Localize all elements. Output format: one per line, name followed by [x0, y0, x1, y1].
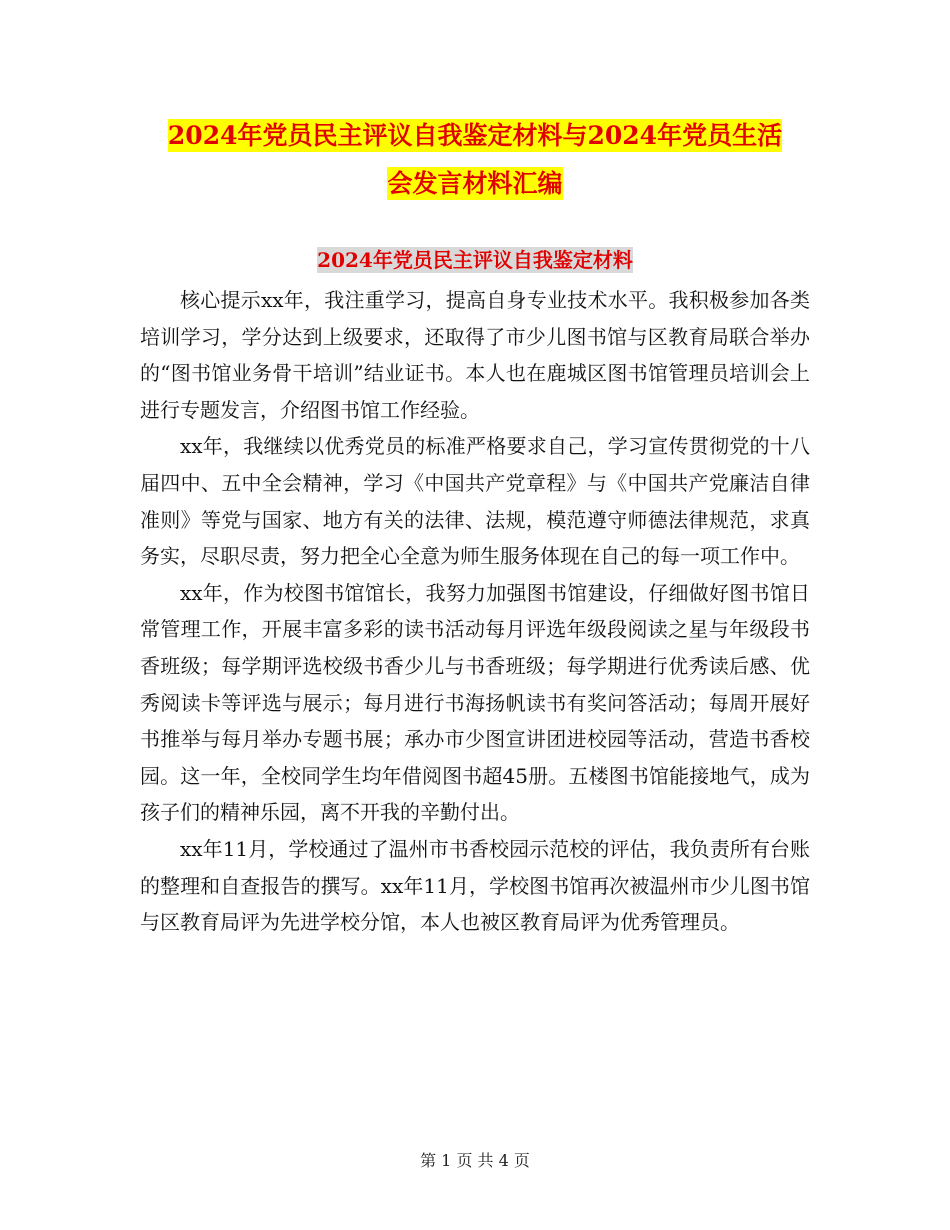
section-title	[140, 246, 810, 274]
paragraph-2: xx年，我继续以优秀党员的标准严格要求自己，学习宣传贯彻党的十八届四中、五中全会精神，学习《中国共产党章程》与《中国共产党廉洁自律准则》等党与国家、地方有关的法律、法规，模范遵守师德法律规范，求真务实，尽职尽责，努力把全心全意为师生服务体现在自己的每一项工作中。	[140, 434, 810, 569]
paragraph-1: 核心提示xx年，我注重学习，提高自身专业技术水平。我积极参加各类培训学习，学分达到上级要求，还取得了市少儿图书馆与区教育局联合举办的“图书馆业务骨干培训”结业证书。本人也在鹿城区图书馆管理员培训会上进行专题发言，介绍图书馆工作经验。	[140, 288, 810, 422]
document-title-line-1: 2024年党员民主评议自我鉴定材料与2024年党员生活	[167, 121, 783, 150]
paragraph-3: xx年，作为校图书馆馆长，我努力加强图书馆建设，仔细做好图书馆日常管理工作，开展丰富多彩的读书活动每月评选年级段阅读之星与年级段书香班级；每学期评选校级书香少儿与书香班级；每学期进行优秀读后感、优秀阅读卡等评选与展示；每月进行书海扬帆读书有奖问答活动；每周开展好书推举与每月举办专题书展；承办市少图宣讲团进校园等活动，营造书香校园。这一年，全校同学生均年借阅图书超45册。五楼图书馆能接地气，成为孩子们的精神乐园，离不开我的辛勤付出。	[140, 580, 810, 825]
paragraph-4: xx年11月，学校通过了温州市书香校园示范校的评估，我负责所有台账的整理和自查报告的撰写。xx年11月，学校图书馆再次被温州市少儿图书馆与区教育局评为先进学校分馆，本人也被区教育局评为优秀管理员。	[140, 836, 810, 935]
document-title-line-2: 会发言材料汇编	[387, 169, 563, 198]
section-title-text: 2024年党员民主评议自我鉴定材料	[317, 248, 633, 272]
document-body	[140, 282, 810, 941]
page-footer: 第 1 页 共 4 页	[420, 1151, 530, 1170]
document-title	[140, 112, 810, 208]
